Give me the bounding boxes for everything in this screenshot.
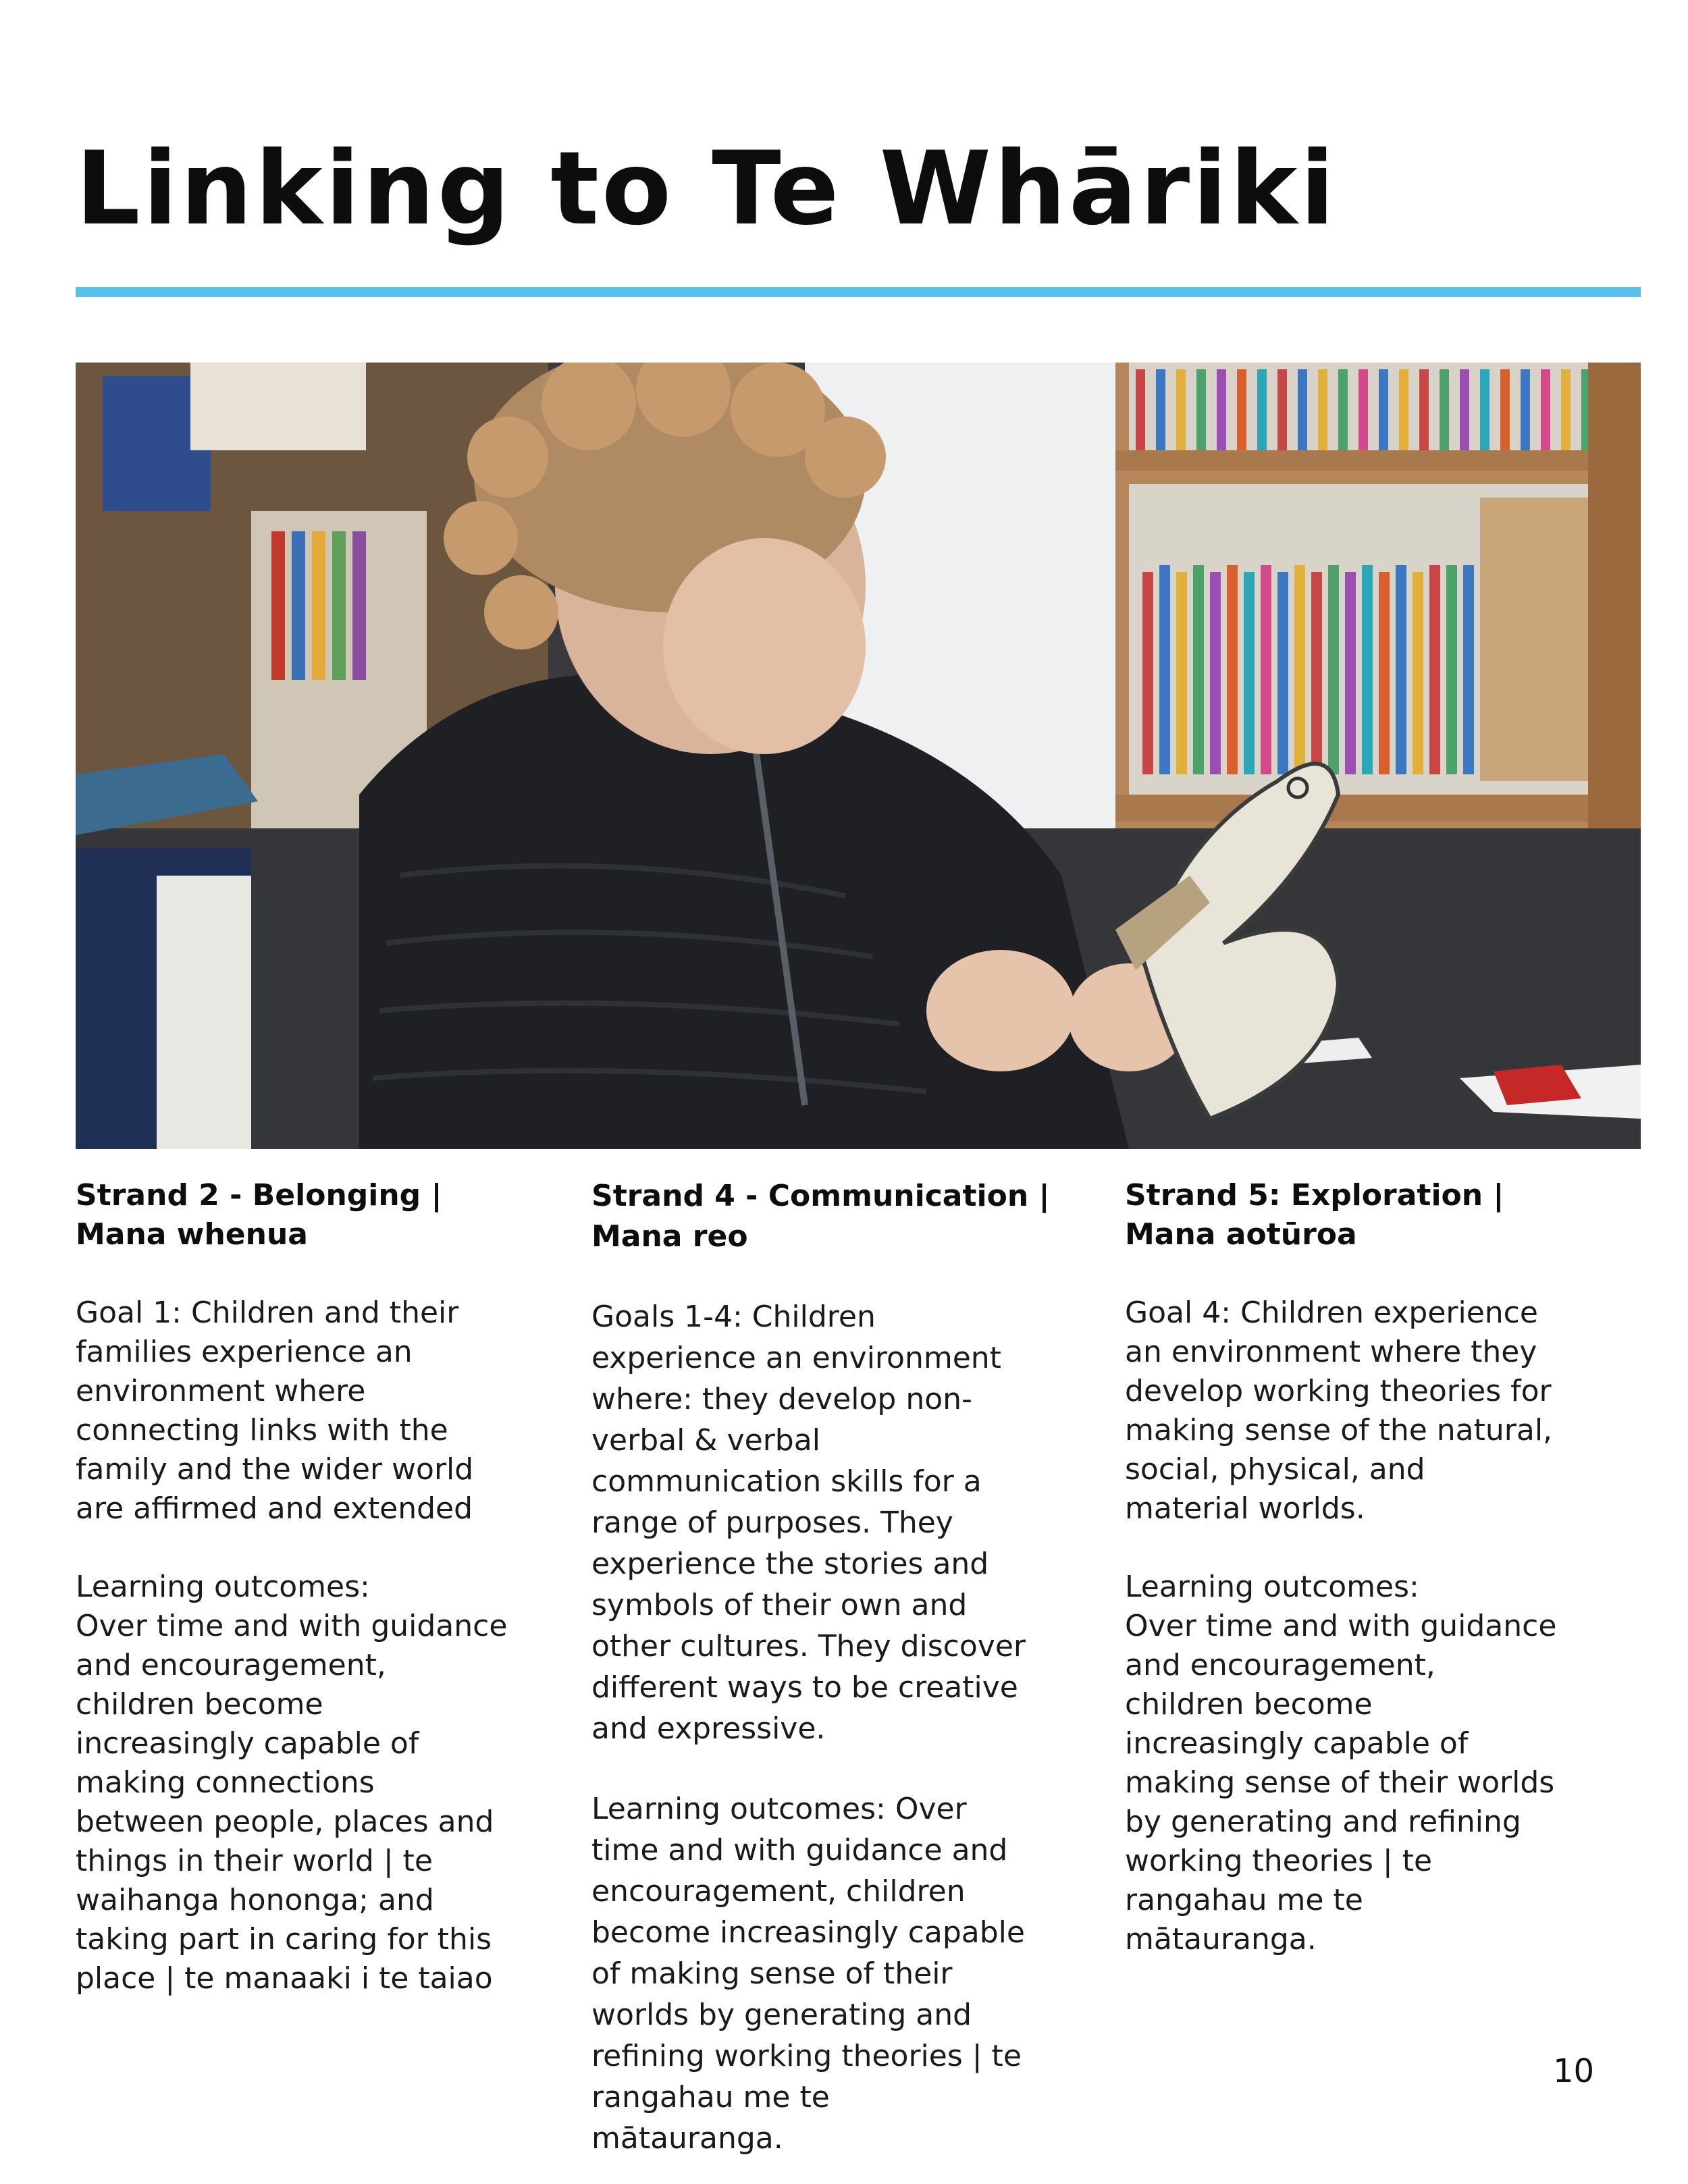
strand-2-outcomes: Over time and with guidance and encouragement, children become increasingly capable of making connections between people, places and things in their world | te waihanga hononga; and [76,1609,508,1917]
strand-5-outcomes: Over time and with guidance and encouragement, children become increasingly capable of making sense of their worlds by generating and refining working theories | te rangahau me te mātauranga. [1125,1609,1557,1956]
page-title: Linking to Te Whāriki [76,130,1338,248]
strand-2-goal: Goal 1: Children and their families experience an environment where connecting links with the family and the wider world are affirmed and extended [76,1296,474,1526]
strand-2-heading [76,1176,535,1254]
strand-4-heading [591,1176,1051,1257]
strand-2-outcomes-extra: taking part in caring for this place | te manaaki i te taiao [76,1922,493,1996]
title-underline [76,287,1641,297]
strand-4-outcomes: Learning outcomes: Over time and with guidance and encouragement, children become increasingly capable of making sense of their worlds by generating and refining working theories | te rangahau me te mātauranga. [591,1792,1025,2156]
strand-5-heading-line2: Mana aotūroa [1125,1217,1357,1252]
strand-4-column [591,1176,1051,2159]
page-number: 10 [1553,2052,1595,2090]
strand-2-column [76,1176,535,1998]
strand-2-heading-line1: Strand 2 - Belonging | [76,1178,442,1213]
strand-4-goals: Goals 1-4: Children experience an environment where: they develop non-verbal & verbal communication skills for a range of purposes. They experience the stories and symbols of their own and other cultures. They discover different ways to be creative and expressive. [591,1300,1026,1746]
strand-4-heading-line1: Strand 4 - Communication | [591,1179,1050,1213]
strand-5-goal: Goal 4: Children experience an environment where they develop working theories for making sense of the natural, social, physical, and material worlds. [1125,1296,1553,1526]
strand-5-heading [1125,1176,1584,1254]
strand-4-heading-line2: Mana reo [591,1219,748,1254]
photo-child-with-craft [76,363,1641,1149]
strand-2-outcomes-label: Learning outcomes: [76,1570,370,1604]
strand-5-outcomes-label: Learning outcomes: [1125,1570,1419,1604]
strand-2-heading-line2: Mana whenua [76,1217,308,1252]
strand-5-column [1125,1176,1584,1959]
strand-5-heading-line1: Strand 5: Exploration | [1125,1178,1504,1213]
